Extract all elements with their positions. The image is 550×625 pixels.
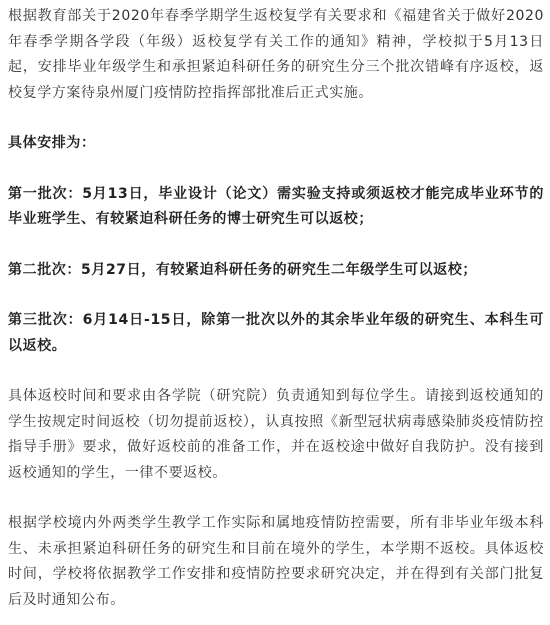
batch-1-paragraph: 第一批次：5月13日，毕业设计（论文）需实验支持或须返校才能完成毕业环节的毕业班学生、有较紧迫科研任务的博士研究生可以返校； — [8, 185, 544, 227]
article-body — [8, 0, 544, 613]
arrangement-heading: 具体安排为： — [8, 135, 96, 151]
final-paragraph: 根据学校境内外两类学生教学工作实际和属地疫情防控需要，所有非毕业年级本科生、未承担紧迫科研任务的研究生和目前在境外的学生，本学期不返校。具体返校时间，学校将依据教学工作安排和疫情防控要求研究决定，并在得到有关部门批复后及时通知公布。 — [8, 515, 544, 608]
batch-2-paragraph: 第二批次：5月27日，有较紧迫科研任务的研究生二年级学生可以返校； — [8, 261, 478, 278]
notice-paragraph: 具体返校时间和要求由各学院（研究院）负责通知到每位学生。请接到返校通知的学生按规定时间返校（切勿提前返校），认真按照《新型冠状病毒感染肺炎疫情防控指导手册》要求，做好返校前的准备工作，并在返校途中做好自我防护。没有接到返校通知的学生，一律不要返校。 — [8, 388, 544, 481]
intro-paragraph: 根据教育部关于2020年春季学期学生返校复学有关要求和《福建省关于做好2020年春季学期各学段（年级）返校复学有关工作的通知》精神，学校拟于5月13日起，安排毕业年级学生和承担紧迫科研任务的研究生分三个批次错峰有序返校，返校复学方案待泉州厦门疫情防控指挥部批准后正式实施。 — [8, 8, 544, 101]
batch-3-paragraph: 第三批次：6月14日-15日，除第一批次以外的其余毕业年级的研究生、本科生可以返校。 — [8, 312, 544, 354]
